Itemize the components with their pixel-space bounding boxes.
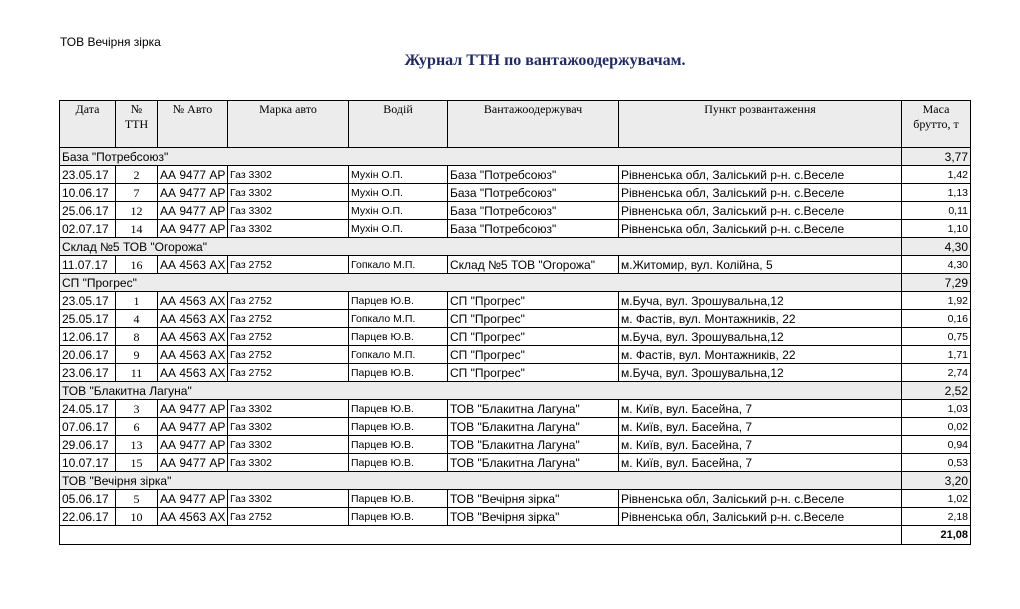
cell-mass: 1,42: [902, 166, 971, 184]
cell-unload-point: м. Фастів, вул. Монтажників, 22: [619, 346, 902, 364]
cell-consignee: Склад №5 ТОВ "Огорожа": [448, 256, 619, 274]
table-row: [60, 166, 971, 184]
cell-auto-no: АА 4563 АХ: [158, 508, 228, 526]
table-row: [60, 292, 971, 310]
col-mass: Маса брутто, т: [902, 101, 971, 148]
cell-brand: Газ 2752: [228, 256, 349, 274]
cell-ttn: 3: [116, 400, 158, 418]
table-row: [60, 346, 971, 364]
cell-brand: Газ 3302: [228, 418, 349, 436]
group-total: 7,29: [902, 274, 971, 292]
cell-auto-no: АА 4563 АХ: [158, 364, 228, 382]
cell-driver: Парцев Ю.В.: [349, 454, 448, 472]
cell-mass: 2,18: [902, 508, 971, 526]
group-total: 3,20: [902, 472, 971, 490]
cell-consignee: ТОВ "Вечірня зірка": [448, 490, 619, 508]
group-row: [60, 382, 971, 400]
grand-total-row: [60, 526, 971, 545]
cell-date: 23.05.17: [60, 166, 116, 184]
cell-date: 25.05.17: [60, 310, 116, 328]
cell-consignee: ТОВ "Блакитна Лагуна": [448, 454, 619, 472]
cell-driver: Мухін О.П.: [349, 184, 448, 202]
cell-mass: 1,13: [902, 184, 971, 202]
company-name: ТОВ Вечірня зірка: [60, 35, 161, 49]
cell-unload-point: м.Житомир, вул. Колійна, 5: [619, 256, 902, 274]
col-date: Дата: [60, 101, 116, 148]
cell-brand: Газ 3302: [228, 490, 349, 508]
cell-date: 23.05.17: [60, 292, 116, 310]
cell-consignee: СП "Прогрес": [448, 364, 619, 382]
cell-date: 10.07.17: [60, 454, 116, 472]
cell-date: 11.07.17: [60, 256, 116, 274]
cell-consignee: База "Потребсоюз": [448, 202, 619, 220]
table-row: [60, 220, 971, 238]
table-row: [60, 454, 971, 472]
cell-ttn: 11: [116, 364, 158, 382]
cell-date: 20.06.17: [60, 346, 116, 364]
cell-ttn: 15: [116, 454, 158, 472]
cell-ttn: 6: [116, 418, 158, 436]
cell-ttn: 2: [116, 166, 158, 184]
cell-driver: Парцев Ю.В.: [349, 328, 448, 346]
cell-mass: 1,03: [902, 400, 971, 418]
table-row: [60, 256, 971, 274]
cell-unload-point: Рівненська обл, Заліський р-н. с.Веселе: [619, 202, 902, 220]
cell-ttn: 14: [116, 220, 158, 238]
cell-date: 29.06.17: [60, 436, 116, 454]
cell-consignee: База "Потребсоюз": [448, 166, 619, 184]
col-auto-no: № Авто: [158, 101, 228, 148]
table-row: [60, 184, 971, 202]
cell-unload-point: м. Київ, вул. Басейна, 7: [619, 418, 902, 436]
header-row: [60, 101, 971, 148]
cell-mass: 4,30: [902, 256, 971, 274]
cell-unload-point: м. Київ, вул. Басейна, 7: [619, 454, 902, 472]
cell-driver: Гопкало М.П.: [349, 310, 448, 328]
cell-driver: Парцев Ю.В.: [349, 508, 448, 526]
ttn-journal-table: [59, 100, 971, 545]
cell-mass: 2,74: [902, 364, 971, 382]
table-row: [60, 202, 971, 220]
cell-unload-point: Рівненська обл, Заліський р-н. с.Веселе: [619, 184, 902, 202]
table-row: [60, 490, 971, 508]
cell-ttn: 16: [116, 256, 158, 274]
table-body: [60, 148, 971, 545]
cell-date: 23.06.17: [60, 364, 116, 382]
col-unload-point: Пункт розвантаження: [619, 101, 902, 148]
cell-driver: Мухін О.П.: [349, 202, 448, 220]
group-name: База "Потребсоюз": [60, 148, 902, 166]
cell-date: 10.06.17: [60, 184, 116, 202]
cell-mass: 0,02: [902, 418, 971, 436]
cell-ttn: 13: [116, 436, 158, 454]
cell-consignee: ТОВ "Блакитна Лагуна": [448, 436, 619, 454]
group-total: 3,77: [902, 148, 971, 166]
cell-ttn: 4: [116, 310, 158, 328]
cell-brand: Газ 3302: [228, 202, 349, 220]
cell-ttn: 10: [116, 508, 158, 526]
cell-brand: Газ 2752: [228, 364, 349, 382]
cell-brand: Газ 2752: [228, 328, 349, 346]
cell-date: 12.06.17: [60, 328, 116, 346]
cell-auto-no: АА 4563 АХ: [158, 292, 228, 310]
table-row: [60, 328, 971, 346]
cell-driver: Мухін О.П.: [349, 166, 448, 184]
cell-driver: Парцев Ю.В.: [349, 292, 448, 310]
cell-unload-point: Рівненська обл, Заліський р-н. с.Веселе: [619, 220, 902, 238]
group-row: [60, 472, 971, 490]
cell-driver: Парцев Ю.В.: [349, 436, 448, 454]
cell-unload-point: Рівненська обл, Заліський р-н. с.Веселе: [619, 166, 902, 184]
cell-unload-point: Рівненська обл, Заліський р-н. с.Веселе: [619, 490, 902, 508]
cell-ttn: 9: [116, 346, 158, 364]
cell-date: 05.06.17: [60, 490, 116, 508]
cell-unload-point: м. Київ, вул. Басейна, 7: [619, 436, 902, 454]
group-name: СП "Прогрес": [60, 274, 902, 292]
cell-mass: 1,10: [902, 220, 971, 238]
cell-consignee: СП "Прогрес": [448, 310, 619, 328]
grand-total-blank: [60, 526, 902, 545]
cell-mass: 0,75: [902, 328, 971, 346]
cell-auto-no: АА 9477 АР: [158, 436, 228, 454]
cell-ttn: 7: [116, 184, 158, 202]
cell-consignee: СП "Прогрес": [448, 292, 619, 310]
cell-date: 24.05.17: [60, 400, 116, 418]
cell-unload-point: м. Фастів, вул. Монтажників, 22: [619, 310, 902, 328]
cell-unload-point: м.Буча, вул. Зрошувальна,12: [619, 328, 902, 346]
cell-driver: Парцев Ю.В.: [349, 400, 448, 418]
group-total: 4,30: [902, 238, 971, 256]
cell-ttn: 8: [116, 328, 158, 346]
table-row: [60, 436, 971, 454]
cell-driver: Парцев Ю.В.: [349, 418, 448, 436]
cell-auto-no: АА 9477 АР: [158, 220, 228, 238]
cell-date: 07.06.17: [60, 418, 116, 436]
cell-consignee: ТОВ "Вечірня зірка": [448, 508, 619, 526]
cell-auto-no: АА 9477 АР: [158, 166, 228, 184]
cell-date: 02.07.17: [60, 220, 116, 238]
cell-brand: Газ 2752: [228, 508, 349, 526]
cell-driver: Гопкало М.П.: [349, 346, 448, 364]
cell-brand: Газ 3302: [228, 400, 349, 418]
cell-consignee: СП "Прогрес": [448, 328, 619, 346]
cell-driver: Парцев Ю.В.: [349, 490, 448, 508]
cell-consignee: ТОВ "Блакитна Лагуна": [448, 400, 619, 418]
cell-mass: 0,11: [902, 202, 971, 220]
group-name: ТОВ "Вечірня зірка": [60, 472, 902, 490]
cell-unload-point: м.Буча, вул. Зрошувальна,12: [619, 292, 902, 310]
grand-total: 21,08: [902, 526, 971, 545]
table-row: [60, 400, 971, 418]
cell-auto-no: АА 4563 АХ: [158, 310, 228, 328]
cell-brand: Газ 2752: [228, 346, 349, 364]
cell-consignee: База "Потребсоюз": [448, 184, 619, 202]
cell-auto-no: АА 4563 АХ: [158, 328, 228, 346]
cell-consignee: СП "Прогрес": [448, 346, 619, 364]
col-ttn: № ТТН: [116, 101, 158, 148]
cell-auto-no: АА 9477 АР: [158, 202, 228, 220]
cell-auto-no: АА 9477 АР: [158, 454, 228, 472]
cell-auto-no: АА 9477 АР: [158, 184, 228, 202]
cell-brand: Газ 3302: [228, 220, 349, 238]
report-title: Журнал ТТН по вантажоодержувачам.: [404, 52, 686, 69]
table-row: [60, 310, 971, 328]
cell-brand: Газ 2752: [228, 310, 349, 328]
col-brand: Марка авто: [228, 101, 349, 148]
group-row: [60, 274, 971, 292]
cell-mass: 0,16: [902, 310, 971, 328]
cell-brand: Газ 3302: [228, 454, 349, 472]
cell-auto-no: АА 4563 АХ: [158, 256, 228, 274]
cell-unload-point: м.Буча, вул. Зрошувальна,12: [619, 364, 902, 382]
cell-date: 22.06.17: [60, 508, 116, 526]
group-total: 2,52: [902, 382, 971, 400]
col-driver: Водій: [349, 101, 448, 148]
cell-brand: Газ 3302: [228, 436, 349, 454]
cell-mass: 1,02: [902, 490, 971, 508]
cell-auto-no: АА 4563 АХ: [158, 346, 228, 364]
table-row: [60, 364, 971, 382]
cell-auto-no: АА 9477 АР: [158, 418, 228, 436]
cell-driver: Парцев Ю.В.: [349, 364, 448, 382]
cell-auto-no: АА 9477 АР: [158, 490, 228, 508]
cell-mass: 0,94: [902, 436, 971, 454]
cell-unload-point: Рівненська обл, Заліський р-н. с.Веселе: [619, 508, 902, 526]
cell-auto-no: АА 9477 АР: [158, 400, 228, 418]
cell-mass: 1,92: [902, 292, 971, 310]
cell-mass: 1,71: [902, 346, 971, 364]
group-name: Склад №5 ТОВ "Огорожа": [60, 238, 902, 256]
table-row: [60, 418, 971, 436]
group-row: [60, 238, 971, 256]
cell-ttn: 12: [116, 202, 158, 220]
cell-consignee: ТОВ "Блакитна Лагуна": [448, 418, 619, 436]
cell-ttn: 5: [116, 490, 158, 508]
group-row: [60, 148, 971, 166]
cell-unload-point: м. Київ, вул. Басейна, 7: [619, 400, 902, 418]
cell-brand: Газ 3302: [228, 184, 349, 202]
cell-consignee: База "Потребсоюз": [448, 220, 619, 238]
cell-brand: Газ 2752: [228, 292, 349, 310]
cell-mass: 0,53: [902, 454, 971, 472]
group-name: ТОВ "Блакитна Лагуна": [60, 382, 902, 400]
table-row: [60, 508, 971, 526]
col-consignee: Вантажоодержувач: [448, 101, 619, 148]
cell-ttn: 1: [116, 292, 158, 310]
cell-date: 25.06.17: [60, 202, 116, 220]
cell-driver: Гопкало М.П.: [349, 256, 448, 274]
cell-brand: Газ 3302: [228, 166, 349, 184]
cell-driver: Мухін О.П.: [349, 220, 448, 238]
